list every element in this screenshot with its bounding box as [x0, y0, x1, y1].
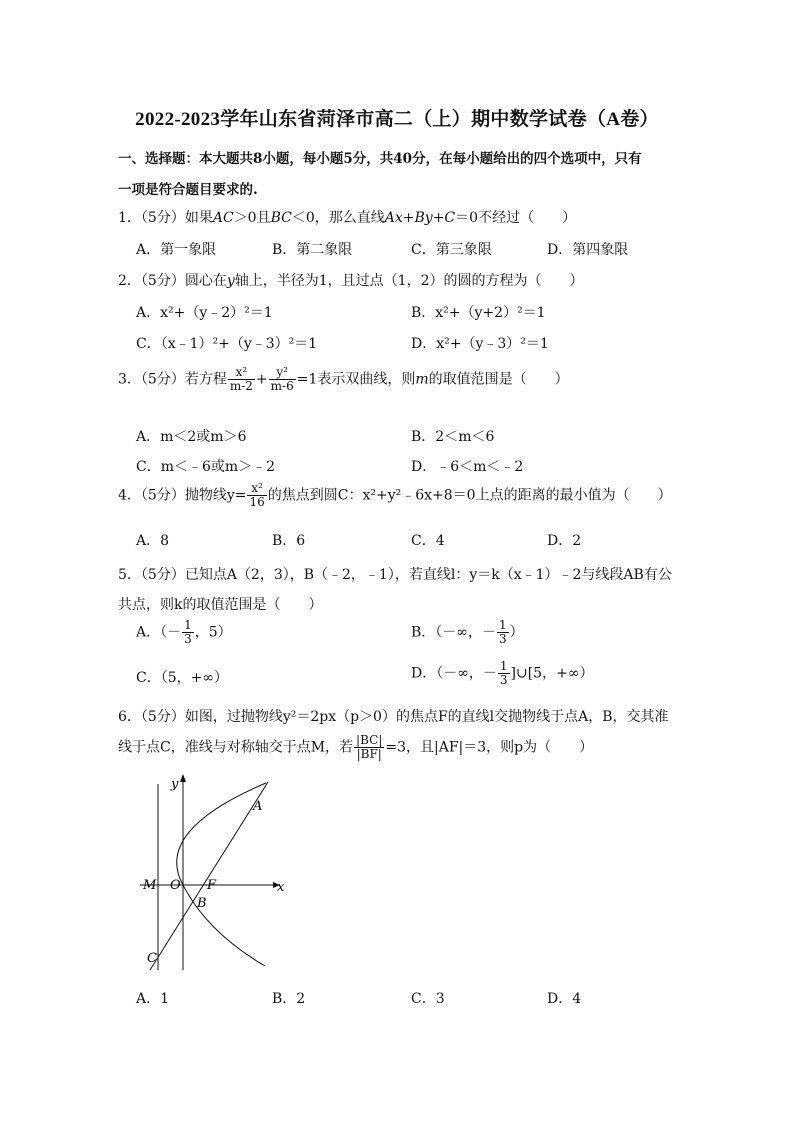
q1-option-a[interactable]: A．第一象限	[136, 242, 217, 258]
q2-option-b[interactable]: B．x²+（y+2）²＝1	[411, 305, 546, 321]
question-5-line1: 5．（5分）已知点A（2，3），B（﹣2，﹣1），若直线l：y＝k（x﹣1）﹣2与线段AB有公	[118, 567, 672, 583]
parabola-figure	[130, 770, 300, 976]
q3-fraction-1: $\frac{\text{x²}}{m-2}$	[229, 365, 253, 394]
q6-option-b[interactable]: B．2	[272, 991, 306, 1007]
q3-fraction-2: $\frac{\text{y²}}{m-6}$	[270, 365, 294, 394]
label-b: B	[197, 896, 207, 911]
q1-option-b[interactable]: B．第二象限	[272, 242, 353, 258]
question-1: 1．（5分）如果AC＞0且BC＜0，那么直线Ax+By+C＝0不经过（ ）	[118, 210, 577, 226]
q1-option-d[interactable]: D．第四象限	[547, 242, 629, 258]
label-x: x	[277, 880, 285, 895]
page-title: 2022-2023学年山东省菏泽市高二（上）期中数学试卷（A卷）	[135, 109, 659, 130]
question-2: 2．（5分）圆心在y轴上，半径为1，且过点（1，2）的圆的方程为（ ）	[118, 273, 584, 289]
y-axis-arrow-icon	[180, 774, 186, 782]
q2-option-c[interactable]: C．（x﹣1）²+（y﹣3）²＝1	[136, 336, 318, 352]
q6-option-a[interactable]: A．1	[136, 991, 170, 1007]
q5-option-c[interactable]: C．（5，+∞）	[136, 670, 229, 686]
q2-option-a[interactable]: A．x²+（y﹣2）²＝1	[136, 305, 273, 321]
q4-option-c[interactable]: C．4	[411, 533, 445, 549]
q4-fraction: $\frac{\text{x²}}{16}$	[249, 481, 265, 510]
question-3: 3．（5分）若方程 $\frac{\text{x²}}{m-2}$ + $\frac{\text{y²}}{m-6}$ =1表示双曲线，则m的取值范围是（ ）	[118, 365, 569, 394]
q5-option-d[interactable]: D．（－∞，－ $\frac{1}{3}$ ]∪[5，+∞）	[411, 659, 594, 688]
q4-option-b[interactable]: B．6	[272, 533, 306, 549]
q3-option-c[interactable]: C．m＜﹣6或m＞﹣2	[136, 459, 276, 475]
label-f: F	[207, 878, 217, 893]
q1-option-c[interactable]: C．第三象限	[411, 242, 492, 258]
label-a: A	[253, 799, 263, 814]
label-c: C	[147, 951, 157, 966]
q5-option-a[interactable]: A．（－ $\frac{1}{3}$ ，5）	[136, 618, 232, 647]
question-5-line2: 共点，则k的取值范围是（ ）	[118, 597, 323, 613]
label-o: O	[170, 878, 181, 893]
question-6-line2: 线于点C，准线与对称轴交于点M，若 $\frac{|BC|}{|BF|}$ =3，且|AF|＝3，则p为（ ）	[118, 733, 594, 762]
q6-fraction: $\frac{|BC|}{|BF|}$	[356, 733, 383, 762]
q4-option-d[interactable]: D．2	[547, 533, 582, 549]
question-6-line1: 6．（5分）如图，过抛物线y²＝2px（p＞0）的焦点F的直线l交抛物线于点A，B，交其准	[118, 709, 669, 725]
q6-option-d[interactable]: D．4	[547, 991, 582, 1007]
q3-option-a[interactable]: A．m＜2或m＞6	[136, 429, 247, 445]
q2-option-d[interactable]: D．x²+（y﹣3）²＝1	[411, 336, 549, 352]
q6-option-c[interactable]: C．3	[411, 991, 445, 1007]
q3-option-d[interactable]: D．﹣6＜m＜﹣2	[411, 459, 524, 475]
q5-option-b[interactable]: B．（－∞，－ $\frac{1}{3}$ ）	[411, 618, 524, 647]
q4-option-a[interactable]: A．8	[136, 533, 170, 549]
section-header-line1: 一、选择题：本大题共8小题，每小题5分，共40分，在每小题给出的四个选项中，只有	[118, 151, 642, 167]
line-l	[150, 782, 268, 970]
label-y: y	[171, 777, 179, 792]
q3-option-b[interactable]: B．2＜m＜6	[411, 429, 495, 445]
section-header-line2: 一项是符合题目要求的.	[118, 182, 258, 198]
question-4: 4．（5分）抛物线y= $\frac{\text{x²}}{16}$ 的焦点到圆C：x²+y²﹣6x+8＝0上点的距离的最小值为（ ）	[118, 481, 672, 510]
label-m: M	[143, 878, 157, 893]
